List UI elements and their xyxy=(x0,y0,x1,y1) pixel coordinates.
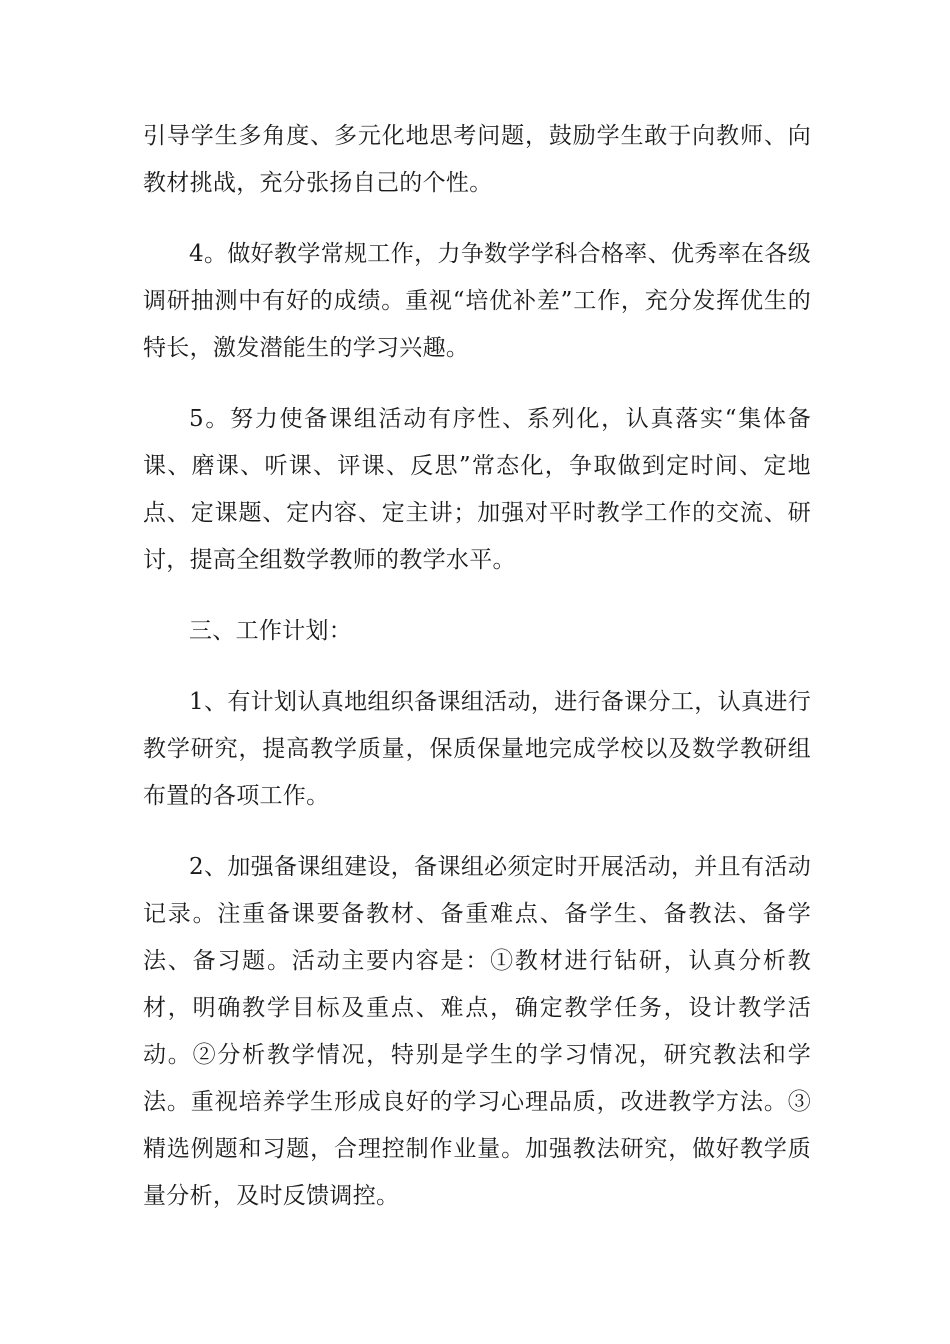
paragraph-continuation: 引导学生多角度、多元化地思考问题，鼓励学生敢于向教师、向教材挑战，充分张扬自己的个性。 xyxy=(143,123,811,196)
section-heading-work-plan: 三、工作计划： xyxy=(189,618,353,644)
document-body xyxy=(143,113,811,1244)
paragraph-item-5: 5。努力使备课组活动有序性、系列化，认真落实“集体备课、磨课、听课、评课、反思”常态化，争取做到定时间、定地点、定课题、定内容、定主讲；加强对平时教学工作的交流、研讨，提高全组数学教师的教学水平。 xyxy=(143,406,811,573)
paragraph-item-4: 4。做好教学常规工作，力争数学学科合格率、优秀率在各级调研抽测中有好的成绩。重视“培优补差”工作，充分发挥优生的特长，激发潜能生的学习兴趣。 xyxy=(143,241,811,361)
paragraph-plan-1: 1、有计划认真地组织备课组活动，进行备课分工，认真进行教学研究，提高教学质量，保质保量地完成学校以及数学教研组布置的各项工作。 xyxy=(143,689,811,809)
paragraph-plan-2: 2、加强备课组建设，备课组必须定时开展活动，并且有活动记录。注重备课要备教材、备重难点、备学生、备教法、备学法、备习题。活动主要内容是：①教材进行钻研，认真分析教材，明确教学目标及重点、难点，确定教学任务，设计教学活动。②分析教学情况，特别是学生的学习情况，研究教法和学法。重视培养学生形成良好的学习心理品质，改进教学方法。③精选例题和习题，合理控制作业量。加强教法研究，做好教学质量分析，及时反馈调控。 xyxy=(143,854,811,1209)
